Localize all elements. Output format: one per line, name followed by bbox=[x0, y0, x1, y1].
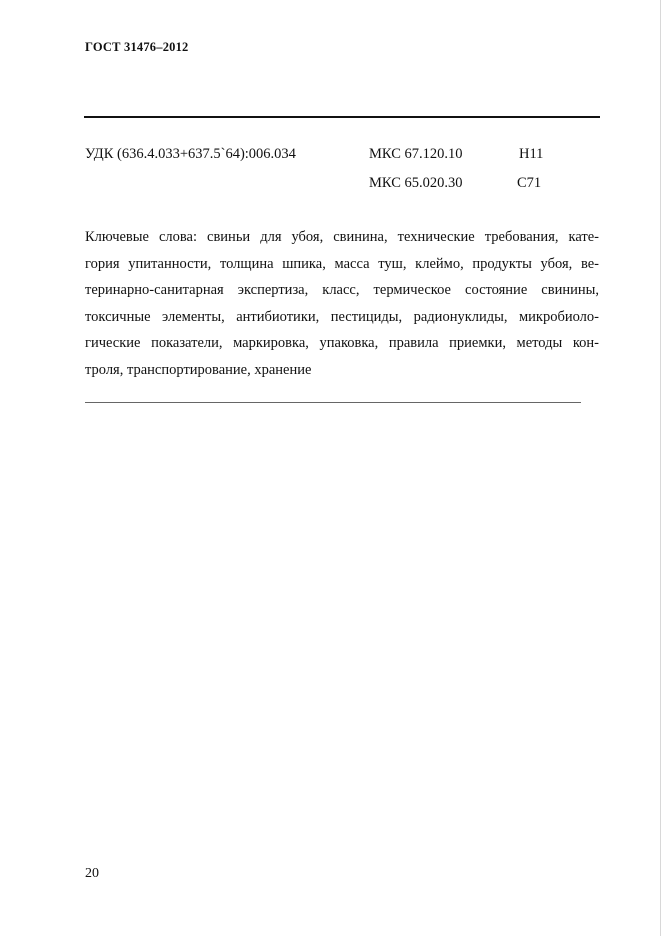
keywords-line: теринарно-санитарная экспертиза, класс, термическое состояние свинины, bbox=[85, 282, 599, 298]
keywords-line: гория упитанности, толщина шпика, масса туш, клеймо, продукты убоя, ве- bbox=[85, 255, 599, 272]
keywords-line: гические показатели, маркировка, упаковка, правила приемки, методы кон- bbox=[85, 335, 599, 351]
classifier-code-2: С71 bbox=[517, 175, 542, 191]
standard-code-header: ГОСТ 31476–2012 bbox=[85, 40, 189, 54]
keywords-line: токсичные элементы, антибиотики, пестициды, радионуклиды, микробиоло- bbox=[85, 308, 599, 325]
keywords-line: Ключевые слова: свиньи для убоя, свинина, технические требования, кате- bbox=[85, 229, 599, 245]
keywords-paragraph bbox=[85, 224, 599, 383]
page-number: 20 bbox=[85, 866, 99, 881]
header-rule bbox=[84, 116, 600, 118]
keywords-line: троля, транспортирование, хранение bbox=[85, 361, 312, 378]
classifier-code-1: Н11 bbox=[519, 146, 544, 162]
mks-code-1: МКС 67.120.10 bbox=[369, 146, 463, 162]
mks-code-2: МКС 65.020.30 bbox=[369, 175, 463, 191]
keywords-rule bbox=[85, 402, 581, 403]
udk-code: УДК (636.4.033+637.5`64):006.034 bbox=[85, 146, 296, 162]
